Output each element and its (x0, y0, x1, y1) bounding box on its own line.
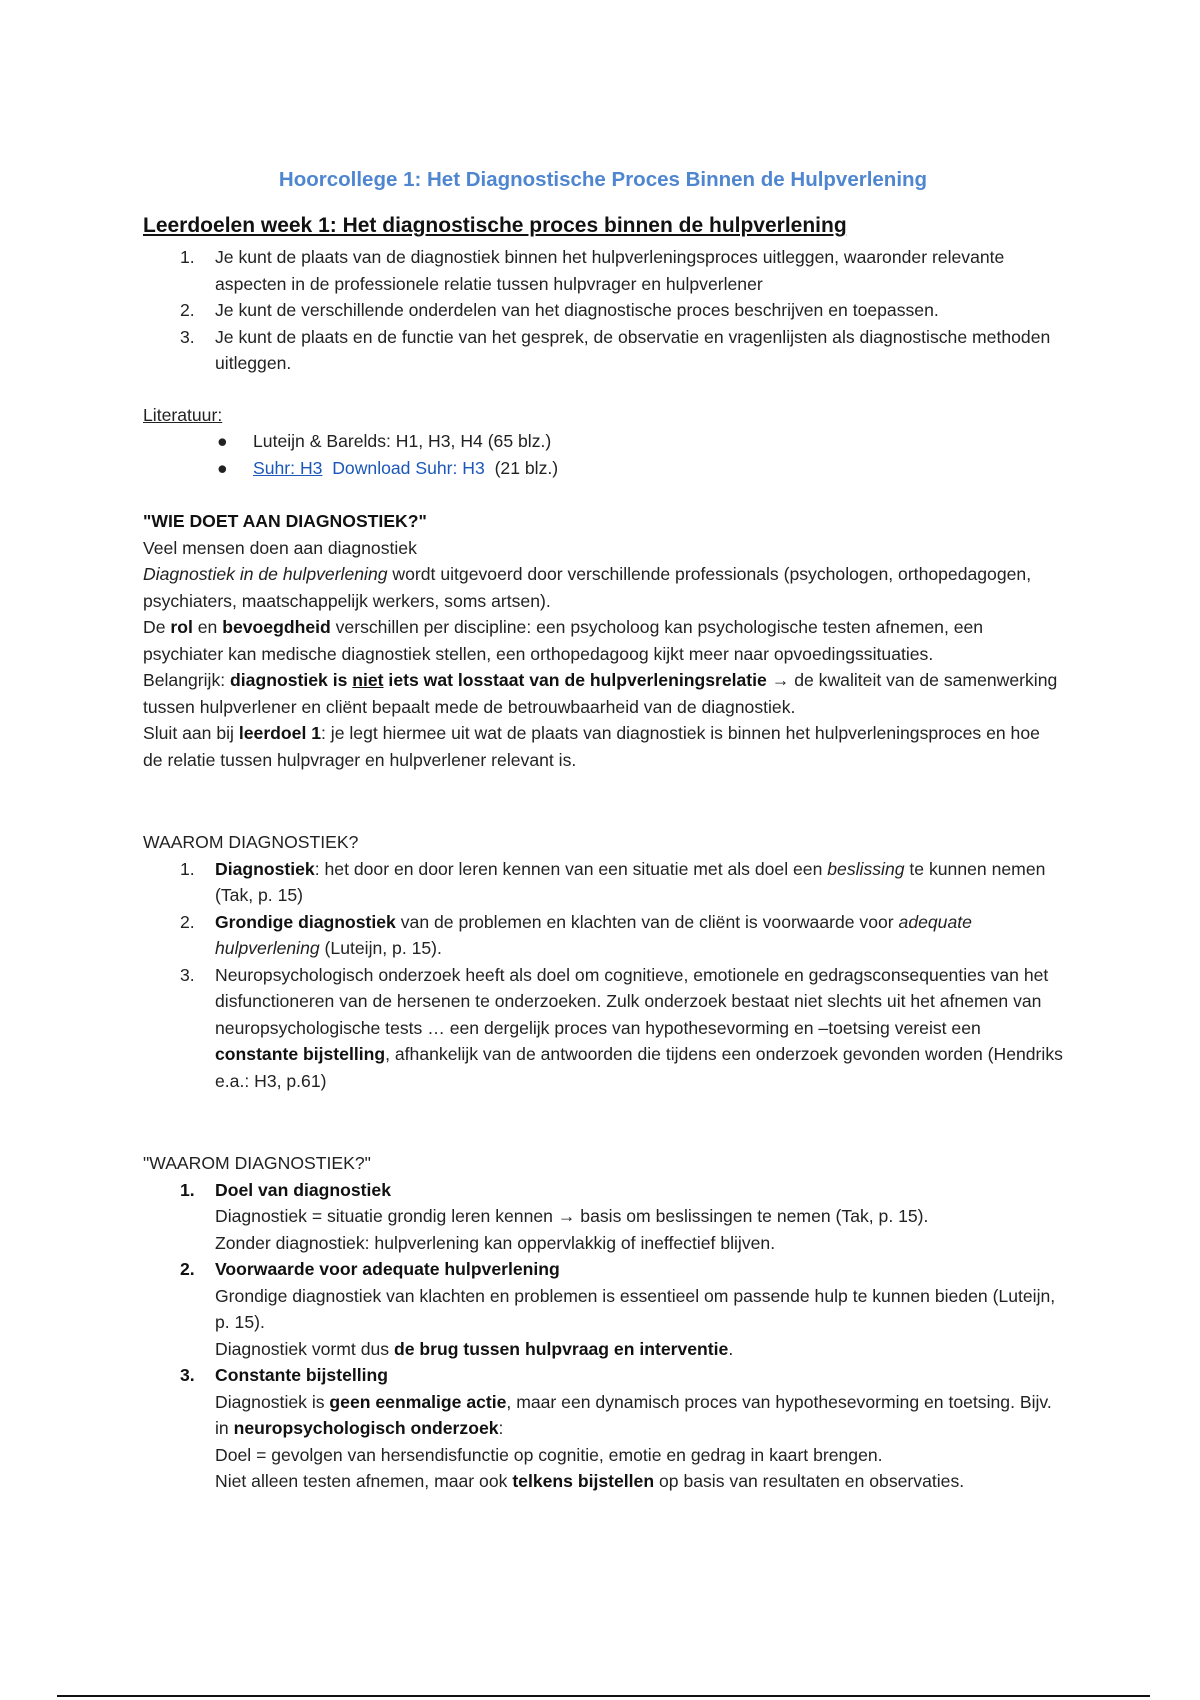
list-item: 3. Neuropsychologisch onderzoek heeft als doel om cognitieve, emotionele en gedragsconsequenties van het disfunctioneren van de hersenen te onderzoeken. Zulk onderzoek bestaat niet slechts uit het afnemen van neuropsychologische tests … een dergelijk proces van hypothesevorming en –toetsing vereist een constante bijstelling, afhankelijk van de antwoorden die tijdens een onderzoek gevonden worden (Hendriks e.a.: H3, p.61) (180, 964, 1063, 1091)
list-item: 1. Je kunt de plaats van de diagnostiek binnen het hulpverleningsproces uitleggen, waaronder relevante aspecten in de professionele relatie tussen hulpvrager en hulpverlener (180, 247, 1005, 294)
list-item: 2. Je kunt de verschillende onderdelen van het diagnostische proces beschrijven en toepassen. (180, 300, 939, 320)
why-list (143, 856, 1063, 1095)
list-item: 3. Je kunt de plaats en de functie van het gesprek, de observatie en vragenlijsten als diagnostische methoden uitleggen. (180, 326, 1051, 373)
paragraph: Sluit aan bij leerdoel 1: je legt hiermee uit wat de plaats van diagnostiek is binnen het hulpverleningsproces en hoe de relatie tussen hulpvrager en hulpverlener relevant is. (143, 723, 1040, 770)
list-item: 1. Diagnostiek: het door en door leren kennen van een situatie met als doel een beslissing te kunnen nemen (Tak, p. 15) (180, 858, 1046, 905)
literature-label: Literatuur: (143, 405, 223, 425)
list-item: 2. Voorwaarde voor adequate hulpverlening Grondige diagnostiek van klachten en problemen is essentieel om passende hulp te kunnen bieden (Luteijn, p. 15). Diagnostiek vormt dus de brug tussen hulpvraag en interventie. (180, 1259, 1056, 1359)
paragraph: Belangrijk: diagnostiek is niet iets wat losstaat van de hulpverleningsrelatie → de kwaliteit van de samenwerking tussen hulpverlener en cliënt bepaalt mede de betrouwbaarheid van de diagnostiek. (143, 670, 1058, 717)
section-heading: "WAAROM DIAGNOSTIEK?" (143, 1153, 371, 1173)
paragraph: De rol en bevoegdheid verschillen per discipline: een psycholoog kan psychologische testen afnemen, een psychiater kan medische diagnostiek stellen, een orthopedagoog kijkt meer naar opvoedingssituaties. (143, 617, 984, 664)
section-who: "WIE DOET AAN DIAGNOSTIEK?" Veel mensen doen aan diagnostiek Diagnostiek in de hulpverlening wordt uitgevoerd door verschillende professionals (psychologen, orthopedagogen, psychiaters, maatschappelijk werkers, soms artsen). De rol en bevoegdheid verschillen per discipline: een psycholoog kan psychologische testen afnemen, een psychiater kan medische diagnostiek stellen, een orthopedagoog kijkt meer naar opvoedingssituaties. Belangrijk: diagnostiek is niet iets wat losstaat van de hulpverleningsrelatie → de kwaliteit van de samenwerking tussen hulpverlener en cliënt bepaalt mede de betrouwbaarheid van de diagnostiek. Sluit aan bij leerdoel 1: je legt hiermee uit wat de plaats van diagnostiek is binnen het hulpverleningsproces en hoe de relatie tussen hulpvrager en hulpverlener relevant is. (143, 508, 1063, 773)
suhr-h3-link[interactable]: Suhr: H3 (253, 457, 323, 478)
learning-goals-list (143, 244, 1063, 377)
section-why-summary (143, 1150, 1063, 1495)
section-why (143, 829, 1063, 1094)
section-heading: WAAROM DIAGNOSTIEK? (143, 832, 359, 852)
why-summary-list (143, 1177, 1063, 1495)
footer-divider (57, 1695, 1150, 1697)
list-item: 1. Doel van diagnostiek Diagnostiek = situatie grondig leren kennen → basis om beslissingen te nemen (Tak, p. 15). Zonder diagnostiek: hulpverlening kan oppervlakkig of ineffectief blijven. (180, 1179, 929, 1253)
paragraph: Diagnostiek in de hulpverlening wordt uitgevoerd door verschillende professionals (psychologen, orthopedagogen, psychiaters, maatschappelijk werkers, soms artsen). (143, 564, 1032, 611)
list-item: 2. Grondige diagnostiek van de problemen en klachten van de cliënt is voorwaarde voor adequate hulpverlening (Luteijn, p. 15). (180, 911, 972, 958)
literature-list (143, 428, 1063, 481)
list-item: ● Suhr: H3 Download Suhr: H3 (21 blz.) (217, 457, 559, 478)
download-suhr-link[interactable]: Download Suhr: H3 (332, 457, 485, 478)
learning-goals-heading: Leerdoelen week 1: Het diagnostische proces binnen de hulpverlening (143, 214, 847, 237)
page-title: Hoorcollege 1: Het Diagnostische Proces Binnen de Hulpverlening (278, 168, 928, 191)
section-heading: "WIE DOET AAN DIAGNOSTIEK?" (143, 511, 427, 531)
list-item: ● Luteijn & Barelds: H1, H3, H4 (65 blz.) (217, 431, 552, 451)
list-item: 3. Constante bijstelling Diagnostiek is geen eenmalige actie, maar een dynamisch proces van hypothesevorming en toetsing. Bijv. in neuropsychologisch onderzoek: Doel = gevolgen van hersendisfunctie op cognitie, emotie en gedrag in kaart brengen. Niet alleen testen afnemen, maar ook telkens bijstellen op basis van resultaten en observaties. (180, 1365, 1052, 1491)
